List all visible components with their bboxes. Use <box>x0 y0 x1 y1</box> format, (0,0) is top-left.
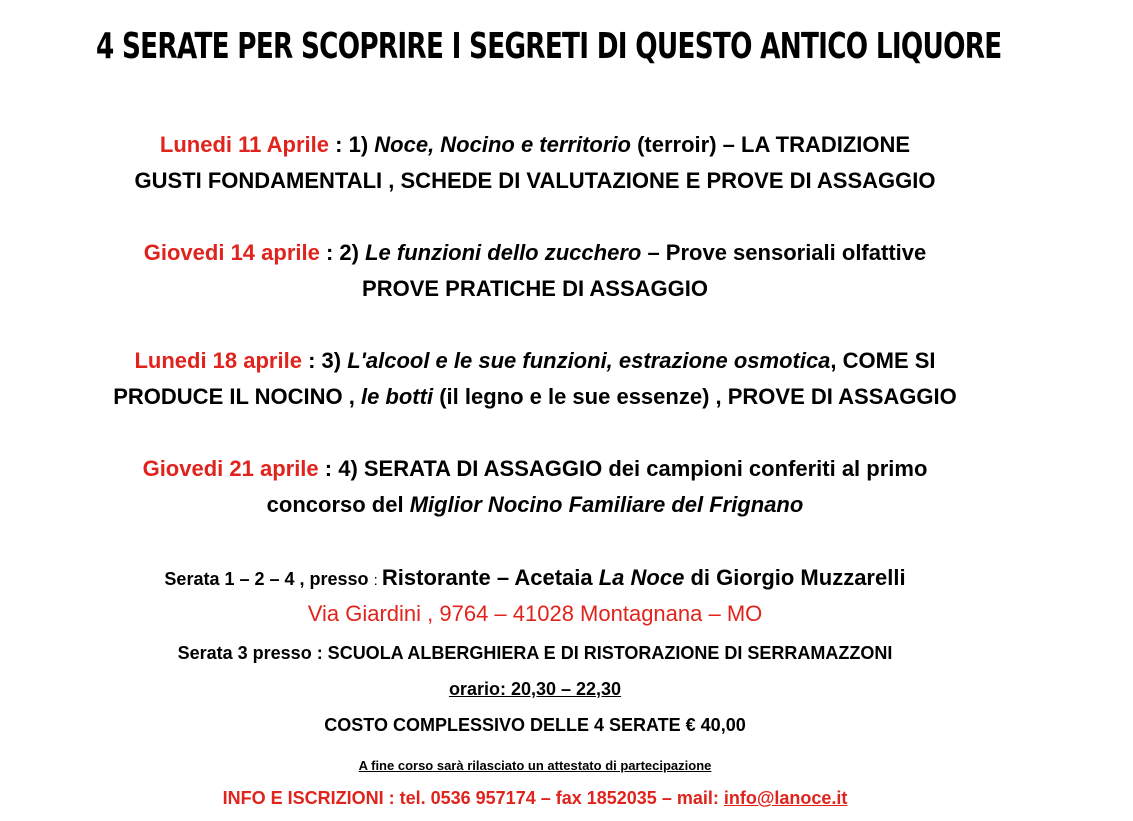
venue-1-line <box>0 563 1070 596</box>
session-1-line-1 <box>0 130 1070 160</box>
session-2-line-1 <box>0 238 1070 268</box>
session-2-rest: – Prove sensoriali olfattive <box>641 240 927 265</box>
info-email-link[interactable]: info@lanoce.it <box>723 788 848 808</box>
certificate-text: A fine corso sarà rilasciato un attestato di partecipazione <box>358 758 712 773</box>
session-3-rest: , COME SI <box>830 348 936 373</box>
session-1-rest: (terroir) – LA TRADIZIONE <box>630 132 911 157</box>
venue-1-name-b: di Giorgio Muzzarelli <box>684 565 906 590</box>
session-2-topic: Le funzioni dello zucchero <box>365 240 642 265</box>
session-3-line-1 <box>0 346 1070 376</box>
session-4-line-2-italic: Miglior Nocino Familiare del Frignano <box>409 492 804 517</box>
session-1-line-2: GUSTI FONDAMENTALI , SCHEDE DI VALUTAZIONE E PROVE DI ASSAGGIO <box>134 168 936 193</box>
venue-1-name-a: Ristorante – Acetaia <box>381 565 599 590</box>
session-2-line-2: PROVE PRATICHE DI ASSAGGIO <box>362 276 708 301</box>
info-line <box>0 783 1070 813</box>
session-3-line-2-a: PRODUCE IL NOCINO , <box>113 384 361 409</box>
certificate-note <box>0 751 1070 781</box>
session-3-line-2-b: (il legno e le sue essenze) , PROVE DI ASSAGGIO <box>433 384 957 409</box>
session-3-number: : 3) <box>301 348 348 373</box>
cost: COSTO COMPLESSIVO DELLE 4 SERATE € 40,00 <box>324 715 746 735</box>
session-1-number: : 1) <box>329 132 375 157</box>
venue-1-name-italic: La Noce <box>598 565 685 590</box>
session-4-line-1 <box>0 454 1070 484</box>
venue-1-colon: : <box>373 572 382 589</box>
session-2-date: Giovedi 14 aprile <box>143 240 320 265</box>
session-3-line-2-italic: le botti <box>360 384 434 409</box>
schedule-text: orario: 20,30 – 22,30 <box>448 679 622 699</box>
info-text: INFO E ISCRIZIONI : tel. 0536 957174 – fax 1852035 – mail: <box>222 788 724 808</box>
page-title: 4 SERATE PER SCOPRIRE I SEGRETI DI QUESTO ANTICO LIQUORE <box>96 26 1002 67</box>
venue-1-address: Via Giardini , 9764 – 41028 Montagnana – MO <box>307 601 763 626</box>
session-1-topic: Noce, Nocino e territorio <box>374 132 631 157</box>
venue-2-line: Serata 3 presso : SCUOLA ALBERGHIERA E DI RISTORAZIONE DI SERRAMAZZONI <box>177 643 893 663</box>
session-3-date: Lunedi 18 aprile <box>134 348 302 373</box>
session-4-rest: : 4) SERATA DI ASSAGGIO dei campioni conferiti al primo <box>318 456 928 481</box>
schedule <box>0 674 1070 704</box>
session-3-topic: L'alcool e le sue funzioni, estrazione osmotica <box>347 348 831 373</box>
session-4-date: Giovedi 21 aprile <box>142 456 319 481</box>
session-2-number: : 2) <box>319 240 366 265</box>
session-4-line-2 <box>0 490 1070 520</box>
session-1-date: Lunedi 11 Aprile <box>159 132 330 157</box>
venue-1-label: Serata 1 – 2 – 4 , presso <box>164 569 374 589</box>
session-4-line-2-a: concorso del <box>266 492 410 517</box>
session-3-line-2 <box>0 382 1070 412</box>
